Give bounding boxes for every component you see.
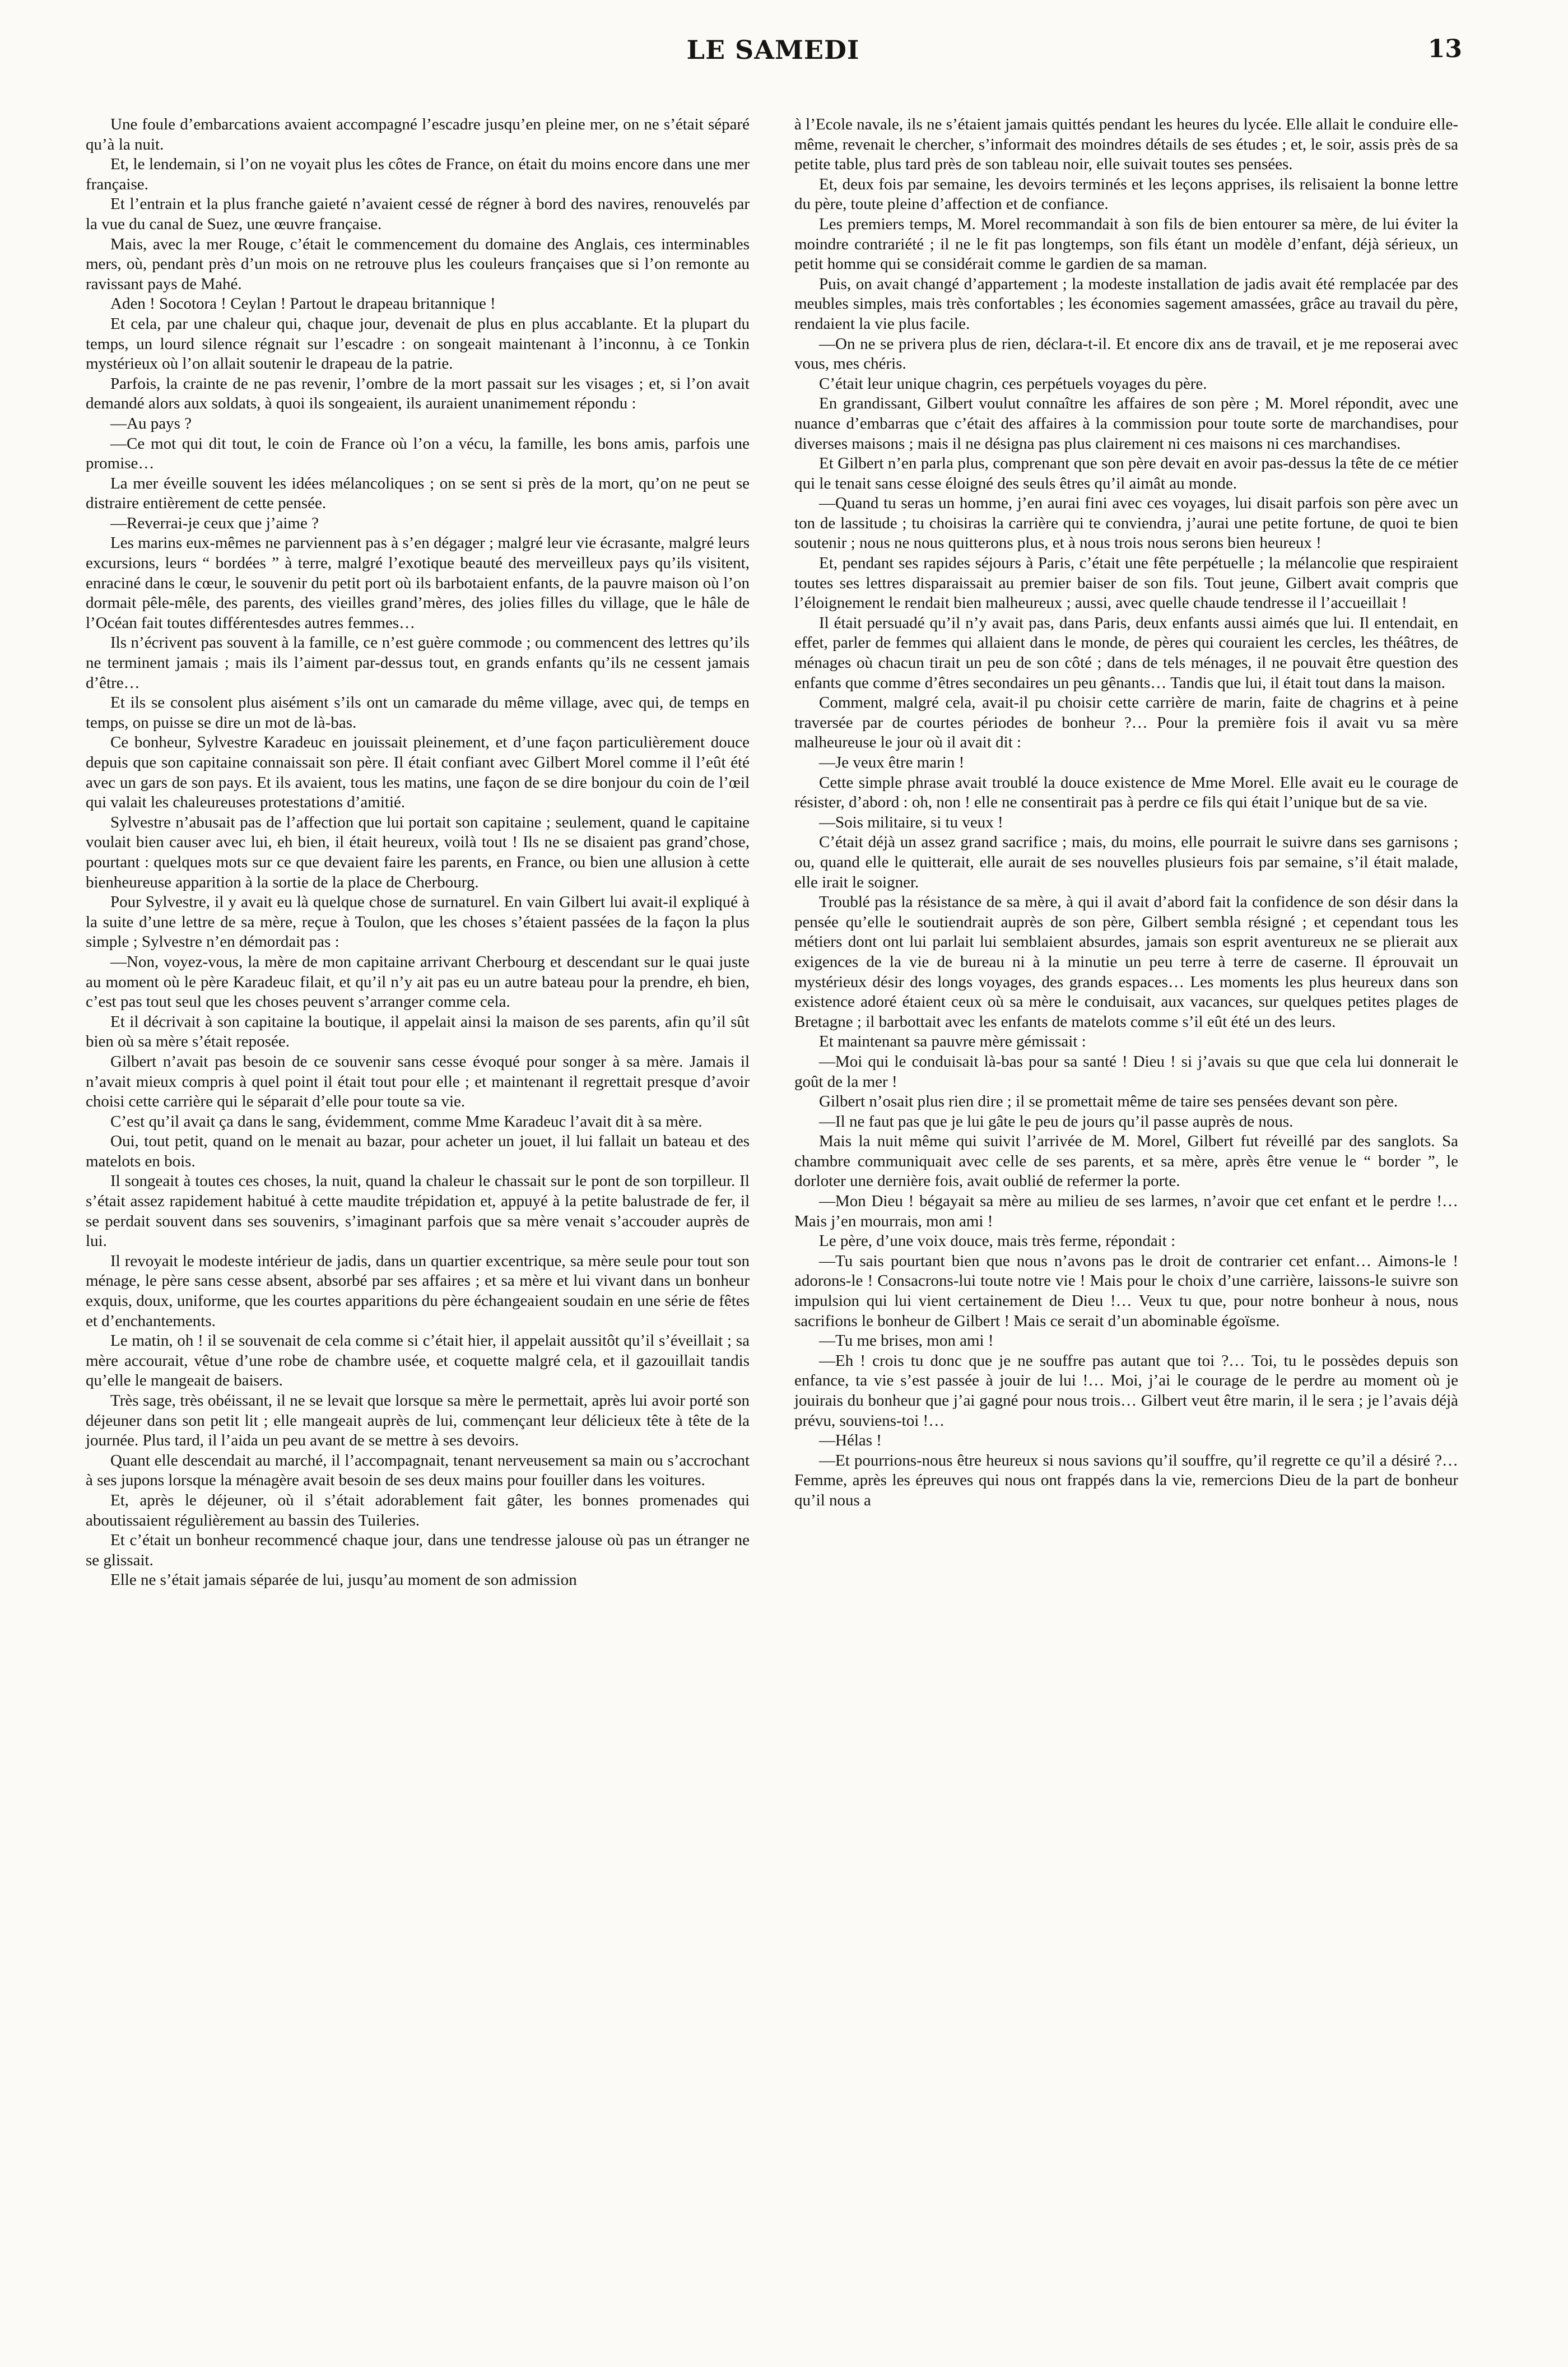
paragraph: —Quand tu seras un homme, j’en aurai fini avec ces voyages, lui disait parfois son père avec un ton de lassitude ; tu choisiras la carrière qui te conviendra, j’aurai une petite fortune, de quoi te bien soutenir ; nous ne nous quitterons plus, et à nous trois nous serons bien heureux ! [794,494,1458,552]
paragraph: Et cela, par une chaleur qui, chaque jour, devenait de plus en plus accablante. Et la plupart du temps, un lourd silence régnait sur l’escadre : on songeait maintenant à l’inconnu, à ce Tonkin mystérieux où l’on allait soutenir le drapeau de la patrie. [86,314,750,373]
paragraph: Sylvestre n’abusait pas de l’affection que lui portait son capitaine ; seulement, quand le capitaine voulait bien causer avec lui, eh bien, il était heureux, voilà tout ! Ils ne se disaient pas grand’chose, pourtant : quelques mots sur ce que devaient faire les parents, en France, ou bien une allusion à cette bienheureuse apparition à la sortie de la place de Cherbourg. [86,813,750,891]
paragraph: Et, après le déjeuner, où il s’était adorablement fait gâter, les bonnes promenades qui aboutissaient régulièrement au bassin des Tuileries. [86,1491,750,1529]
paragraph: —Au pays ? [110,414,192,433]
paragraph: —Moi qui le conduisait là-bas pour sa santé ! Dieu ! si j’avais su que que cela lui donnerait le goût de la mer ! [794,1052,1458,1091]
paragraph: Elle ne s’était jamais séparée de lui, jusqu’au moment de son admission [110,1571,577,1589]
paragraph: —Reverrai-je ceux que j’aime ? [110,514,319,532]
paragraph: Comment, malgré cela, avait-il pu choisir cette carrière de marin, faite de chagrins et à peine traversée par de courtes périodes de bonheur ?… Pour la première fois il avait vu sa mère malheureuse le jour où il avait dit : [794,694,1458,752]
page-header [84,35,1462,80]
paragraph: C’est qu’il avait ça dans le sang, évidemment, comme Mme Karadeuc l’avait dit à sa mère. [110,1112,702,1131]
paragraph: Les marins eux-mêmes ne parviennent pas à s’en dégager ; malgré leur vie écrasante, malgré leurs excursions, leurs “ bordées ” à terre, malgré l’exotique beauté des merveilleux pays qu’ils visitent, enraciné dans le cœur, le souvenir du petit port où ils barbotaient enfants, de la pauvre maison où l’on dormait pêle-mêle, des parents, des vieilles grand’mères, des jolies filles du village, que le hâle de l’Océan fait toutes différentesdes autres femmes… [86,534,750,632]
paragraph: Gilbert n’osait plus rien dire ; il se promettait même de taire ses pensées devant son père. [819,1092,1398,1111]
paragraph: —Je veux être marin ! [819,754,965,771]
paragraph: Pour Sylvestre, il y avait eu là quelque chose de surnaturel. En vain Gilbert lui avait-il expliqué à la suite d’une lettre de sa mère, reçue à Toulon, que les choses s’étaient passées de la façon la plus simple ; Sylvestre n’en démordait pas : [86,893,750,951]
paragraph: —Il ne faut pas que je lui gâte le peu de jours qu’il passe auprès de nous. [819,1112,1294,1131]
paragraph: Ce bonheur, Sylvestre Karadeuc en jouissait pleinement, et d’une façon particulièrement douce depuis que son capitaine connaissait son père. Il était confiant avec Gilbert Morel comme il l’eût été avec un gars de son pays. Et ils avaient, tous les matins, une façon de se dire bonjour du coin de l’œil qui valait les chaleureuses protestations d’amitié. [86,733,750,812]
paragraph: Parfois, la crainte de ne pas revenir, l’ombre de la mort passait sur les visages ; et, si l’on avait demandé alors aux soldats, à quoi ils songeaient, ils auraient unanimement répondu : [86,374,750,413]
right-column [794,115,1458,1511]
paragraph: Ils n’écrivent pas souvent à la famille, ce n’est guère commode ; ou commencent des lettres qu’ils ne terminent jamais ; mais ils l’aiment par-dessus tout, en grands enfants qu’ils ne cessent jamais d’être… [86,634,750,692]
paragraph: —Sois militaire, si tu veux ! [819,813,1003,831]
paragraph: Mais, avec la mer Rouge, c’était le commencement du domaine des Anglais, ces interminables mers, où, pendant près d’un mois on ne retrouve plus les couleurs françaises que si l’on remonte au ravissant pays de Mahé. [86,235,750,293]
paragraph: La mer éveille souvent les idées mélancoliques ; on se sent si près de la mort, qu’on ne peut se distraire entièrement de cette pensée. [86,474,750,513]
paragraph: —Tu me brises, mon ami ! [819,1332,994,1350]
paragraph: Une foule d’embarcations avaient accompagné l’escadre jusqu’en pleine mer, on ne s’était séparé qu’à la nuit. [86,115,750,154]
paragraph: Puis, on avait changé d’appartement ; la modeste installation de jadis avait été remplacée par des meubles simples, mais très confortables ; les économies sagement amassées, grâce au travail du père, rendaient la vie plus facile. [794,275,1458,333]
paragraph: —Hélas ! [819,1431,882,1450]
paragraph: Et Gilbert n’en parla plus, comprenant que son père devait en avoir pas-dessus la tête de ce métier qui le tenait sans cesse éloigné des seuls êtres qu’il aimât au monde. [794,454,1458,492]
paragraph: Et c’était un bonheur recommencé chaque jour, dans une tendresse jalouse où pas un étranger ne se glissait. [86,1531,750,1569]
paragraph: Il revoyait le modeste intérieur de jadis, dans un quartier excentrique, sa mère seule pour tout son ménage, le père sans cesse absent, absorbé par ses affaires ; et sa mère et lui vivant dans un bonheur exquis, doux, uniforme, que les courtes apparitions du père échangeaient soudain en une série de fêtes et d’enchantements. [86,1252,750,1330]
paragraph: Et, pendant ses rapides séjours à Paris, c’était une fête perpétuelle ; la mélancolie que respiraient toutes ses lettres disparaissait au premier baiser de son fils. Tout jeune, Gilbert avait compris que l’éloignement le rendait bien malheureux ; aussi, avec quelle chaude tendresse il l’accueillait ! [794,554,1458,612]
publication-title: LE SAMEDI [686,35,860,65]
paragraph: Et ils se consolent plus aisément s’ils ont un camarade du même village, avec qui, de temps en temps, on puisse se dire un mot de là-bas. [86,694,750,732]
paragraph: Oui, tout petit, quand on le menait au bazar, pour acheter un jouet, il lui fallait un bateau et des matelots en bois. [86,1132,750,1170]
paragraph: Et l’entrain et la plus franche gaieté n’avaient cessé de régner à bord des navires, renouvelés par la vue du canal de Suez, une œuvre française. [86,195,750,233]
paragraph: C’était leur unique chagrin, ces perpétuels voyages du père. [819,374,1207,393]
paragraph: Mais la nuit même qui suivit l’arrivée de M. Morel, Gilbert fut réveillé par des sanglots. Sa chambre communiquait avec celle de ses parents, et sa mère, après être venue le “ border ”, le dorloter une dernière fois, avait oublié de refermer la porte. [794,1132,1458,1191]
paragraph: —Eh ! crois tu donc que je ne souffre pas autant que toi ?… Toi, tu le possèdes depuis son enfance, ta vie s’est passée à jouir de lui !… Moi, j’ai le courage de le perdre au moment où je jouirais du bonheur que j’ai gagné pour nous trois… Gilbert veut être marin, il le sera ; je l’avais déjà prévu, souviens-toi !… [794,1351,1458,1430]
paragraph: Et, deux fois par semaine, les devoirs terminés et les leçons apprises, ils relisaient la bonne lettre du père, toute pleine d’affection et de confiance. [794,175,1458,213]
paragraph: Le père, d’une voix douce, mais très ferme, répondait : [819,1232,1176,1250]
paragraph: Gilbert n’avait pas besoin de ce souvenir sans cesse évoqué pour songer à sa mère. Jamais il n’avait mieux compris à quel point il était tout pour elle ; et maintenant il regrettait presque d’avoir choisi cette carrière qui le séparait d’elle pour toute sa vie. [86,1052,750,1111]
paragraph: —Tu sais pourtant bien que nous n’avons pas le droit de contrarier cet enfant… Aimons-le ! adorons-le ! Consacrons-lui toute notre vie ! Mais pour le choix d’une carrière, laissons-le suivre son impulsion qui lui vient certainement de Dieu !… Veux tu que, pour notre bonheur à nous, nous sacrifions le bonheur de Gilbert ! Mais ce serait d’un abominable égoïsme. [794,1252,1458,1330]
page-number: 13 [1427,35,1462,63]
left-column [86,115,750,1591]
paragraph: En grandissant, Gilbert voulut connaître les affaires de son père ; M. Morel répondit, avec une nuance d’embarras que c’était des affaires à la commission pour toute sorte de marchandises, pour diverses maisons ; mais il ne désigna pas plus clairement ni ces maisons ni ces marchandises. [794,394,1458,453]
paragraph: Aden ! Socotora ! Ceylan ! Partout le drapeau britannique ! [110,295,496,313]
paragraph: Quant elle descendait au marché, il l’accompagnait, tenant nerveusement sa main ou s’accrochant à ses jupons lorsque la ménagère avait besoin de ses deux mains pour fouiller dans les voitures. [86,1451,750,1490]
paragraph: C’était déjà un assez grand sacrifice ; mais, du moins, elle pourrait le suivre dans ses garnisons ; ou, quand elle le quitterait, elle aurait de ses nouvelles plusieurs fois par semaine, s’il était malade, elle irait le soigner. [794,833,1458,891]
paragraph: —Et pourrions-nous être heureux si nous savions qu’il souffre, qu’il regrette ce qu’il a désiré ?… Femme, après les épreuves qui nous ont frappés dans la vie, remercions Dieu de la part de bonheur qu’il nous a [794,1451,1458,1509]
paragraph: —On ne se privera plus de rien, déclara-t-il. Et encore dix ans de travail, et je me reposerai avec vous, mes chéris. [794,334,1458,373]
paragraph: —Non, voyez-vous, la mère de mon capitaine arrivant Cherbourg et descendant sur le quai juste au moment où le père Karadeuc filait, et qu’il n’y ait pas eu un autre bateau pour la prendre, eh bien, c’est pas tout seul que les choses peuvent s’arranger comme cela. [86,952,750,1011]
paragraph: —Ce mot qui dit tout, le coin de France où l’on a vécu, la famille, les bons amis, parfois une promise… [86,434,750,473]
paragraph: à l’Ecole navale, ils ne s’étaient jamais quittés pendant les heures du lycée. Elle allait le conduire elle-même, revenait le chercher, s’informait des moindres détails de ses études ; et, le soir, assis près de sa petite table, plus tard près de son tableau noir, elle suivait toutes ses pensées. [794,115,1458,174]
paragraph: Troublé pas la résistance de sa mère, à qui il avait d’abord fait la confidence de son désir dans la pensée qu’elle le soutiendrait auprès de son père, Gilbert sembla résigné ; et cependant tous les métiers dont ont lui parlait lui semblaient absurdes, jamais son esprit aventureux ne se plierait aux exigences de la vie de bureau ni à la minutie un peu terre à terre de caserne. Il éprouvait un mystérieux désir des longs voyages, des grands espaces… Les moments les plus heureux dans son existence adoré étaient ceux où sa mère le conduisait, aux vacances, sur quelques petites plages de Bretagne ; il barbottait avec les enfants de matelots comme s’il eût été un des leurs. [794,893,1458,1031]
paragraph: Et, le lendemain, si l’on ne voyait plus les côtes de France, on était du moins encore dans une mer française. [86,155,750,193]
paragraph: —Mon Dieu ! bégayait sa mère au milieu de ses larmes, n’avoir que cet enfant et le perdre !… Mais j’en mourrais, mon ami ! [794,1192,1458,1230]
paragraph: Il était persuadé qu’il n’y avait pas, dans Paris, deux enfants aussi aimés que lui. Il entendait, en effet, parler de femmes qui allaient dans le monde, de pères qui couraient les cercles, les théâtres, de ménages où chacun tirait un peu de son côté ; dans de tels ménages, il ne pouvait être question des enfants que comme d’êtres secondaires un peu gênants… Tandis que lui, il était tout dans la maison. [794,613,1458,692]
paragraph: Et il décrivait à son capitaine la boutique, il appelait ainsi la maison de ses parents, afin qu’il sût bien où sa mère s’était reposée. [86,1012,750,1051]
paragraph: Il songeait à toutes ces choses, la nuit, quand la chaleur le chassait sur le pont de son torpilleur. Il s’était assez rapidement habitué à cette maudite trépidation et, appuyé à la petite balustrade de fer, il se perdait souvent dans ses souvenirs, s’imaginant parfois que sa mère venait s’accouder auprès de lui. [86,1172,750,1250]
paragraph: Très sage, très obéissant, il ne se levait que lorsque sa mère le permettait, après lui avoir porté son déjeuner dans son petit lit ; elle mangeait auprès de lui, commençant leur délicieux tête à tête de la journée. Plus tard, il l’aida un peu avant de se mettre à ses devoirs. [86,1392,750,1450]
paragraph: Le matin, oh ! il se souvenait de cela comme si c’était hier, il appelait aussitôt qu’il s’éveillait ; sa mère accourait, vêtue d’une robe de chambre usée, et coquette malgré cela, et il gazouillait tandis qu’elle le mangeait de baisers. [86,1332,750,1390]
paragraph: Et maintenant sa pauvre mère gémissait : [819,1033,1086,1051]
paragraph: Les premiers temps, M. Morel recommandait à son fils de bien entourer sa mère, de lui éviter la moindre contrariété ; il ne le fit pas longtemps, son fils étant un modèle d’enfant, déjà sérieux, un petit homme qui se considérait comme le gardien de sa maman. [794,215,1458,273]
paragraph: Cette simple phrase avait troublé la douce existence de Mme Morel. Elle avait eu le courage de résister, d’abord : oh, non ! elle ne consentirait pas à perdre ce fils qui était l’unique but de sa vie. [794,773,1458,812]
